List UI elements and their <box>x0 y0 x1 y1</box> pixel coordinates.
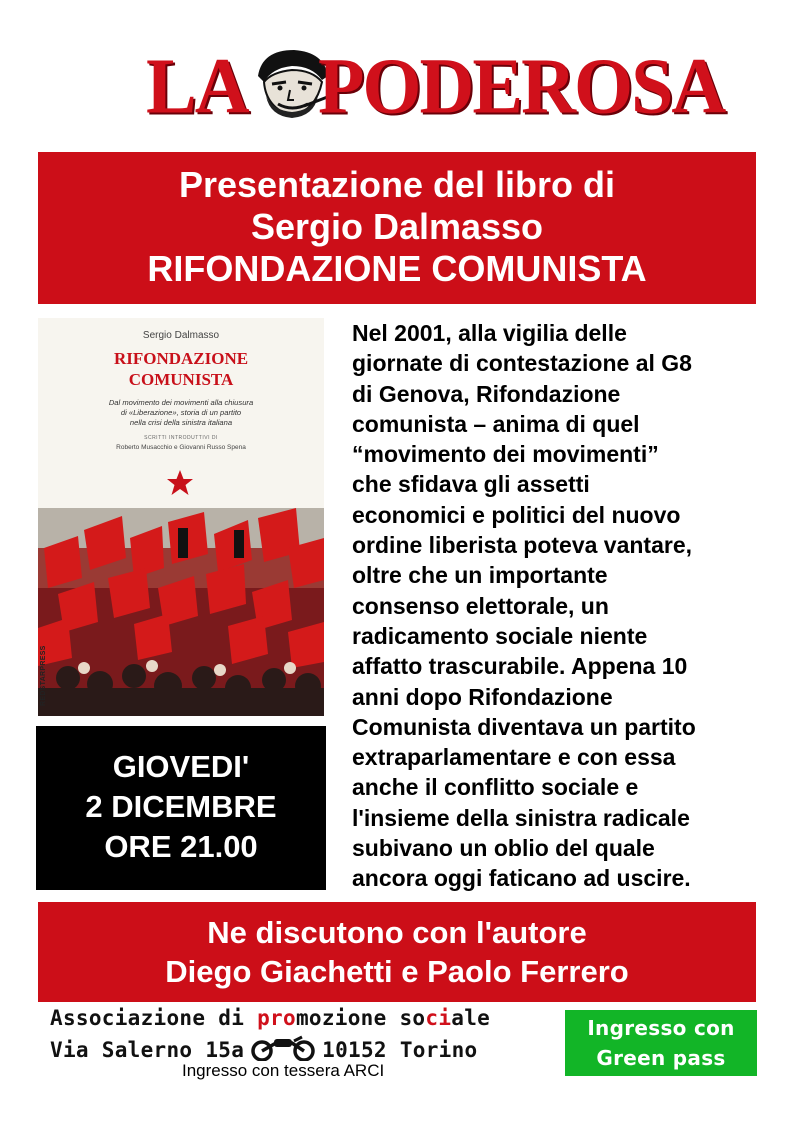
description-line: affatto trascurabile. Appena 10 <box>352 653 688 680</box>
description <box>352 318 758 894</box>
description-line: anche il conflitto sociale e <box>352 774 639 801</box>
book-subtitle-line-1: Dal movimento dei movimenti alla chiusura <box>108 398 254 407</box>
description-line: anni dopo Rifondazione <box>352 683 613 710</box>
book-subtitle-line-2: di «Liberazione», storia di un partito <box>120 408 242 417</box>
description-line: extraparlamentare e con essa <box>352 744 676 771</box>
star-icon <box>165 468 195 498</box>
speakers-line-1: Ne discutono con l'autore <box>207 915 587 950</box>
book-title-line-1: RIFONDAZIONE <box>113 349 249 368</box>
association-text-c: mozione so <box>295 1006 426 1030</box>
speakers-line-2: Diego Giachetti e Paolo Ferrero <box>165 954 629 989</box>
description-line: “movimento dei movimenti” <box>352 441 659 468</box>
association-text-a: Associazione di <box>50 1006 258 1030</box>
address-line <box>50 1038 477 1062</box>
green-pass-box <box>565 1010 757 1076</box>
description-line: Nel 2001, alla vigilia delle <box>352 320 627 346</box>
address-street: Via Salerno 15a <box>50 1038 245 1062</box>
description-line: consenso elettorale, un <box>352 592 609 619</box>
association-text-d: ci <box>425 1006 452 1030</box>
description-line: di Genova, Rifondazione <box>352 380 621 407</box>
arci-entry-note: Ingresso con tessera ARCI <box>182 1061 385 1080</box>
description-line: giornate di contestazione al G8 <box>352 350 692 377</box>
description-line: comunista – anima di quel <box>352 410 640 437</box>
logo <box>142 40 725 131</box>
title-line-2: Sergio Dalmasso <box>250 206 544 247</box>
description-line: l'insieme della sinistra radicale <box>352 804 690 831</box>
book-title <box>38 348 324 390</box>
motorcycle-icon <box>250 1035 316 1061</box>
title-line-1: Presentazione del libro di <box>178 164 616 205</box>
title-banner <box>38 152 756 304</box>
book-cover <box>38 318 324 716</box>
description-line: radicamento sociale niente <box>352 622 648 649</box>
book-intro-names: Roberto Musacchio e Giovanni Russo Spena <box>116 444 246 451</box>
description-line: subivano un oblio del quale <box>352 835 655 862</box>
association-line <box>50 1006 490 1030</box>
description-line: oltre che un importante <box>352 562 608 589</box>
green-pass-line-2: Green pass <box>596 1046 726 1070</box>
date-time: ORE 21.00 <box>104 829 258 864</box>
logo-text-poderosa: PODEROSA <box>318 41 725 131</box>
description-line: Comunista diventava un partito <box>352 713 696 740</box>
green-pass-line-1: Ingresso con <box>587 1016 735 1040</box>
date-day: GIOVEDI' <box>112 749 250 784</box>
book-title-line-2: COMUNISTA <box>128 370 234 389</box>
crowd-photo <box>38 508 324 716</box>
description-line: ancora oggi faticano ad uscire. <box>352 865 691 892</box>
logo-text-la: LA <box>146 41 248 131</box>
title-line-3: RIFONDAZIONE COMUNISTA <box>147 248 647 289</box>
book-subtitle-line-3: nella crisi della sinistra italiana <box>129 418 233 427</box>
address-city: 10152 Torino <box>322 1038 478 1062</box>
description-line: ordine liberista poteva vantare, <box>352 532 693 559</box>
book-subtitle <box>58 398 304 428</box>
association-text-e: ale <box>451 1006 491 1030</box>
book-author: Sergio Dalmasso <box>142 330 220 341</box>
description-line: che sfidava gli assetti <box>352 471 590 498</box>
date-date: 2 DICEMBRE <box>85 789 277 824</box>
date-box <box>36 726 326 890</box>
speakers-banner <box>38 902 756 1002</box>
book-publisher: REDSTARPRESS <box>40 645 47 706</box>
book-intro-label: SCRITTI INTRODUTTIVI DI <box>144 435 218 441</box>
association-text-b: pro <box>257 1006 296 1030</box>
description-line: economici e politici del nuovo <box>352 501 681 528</box>
